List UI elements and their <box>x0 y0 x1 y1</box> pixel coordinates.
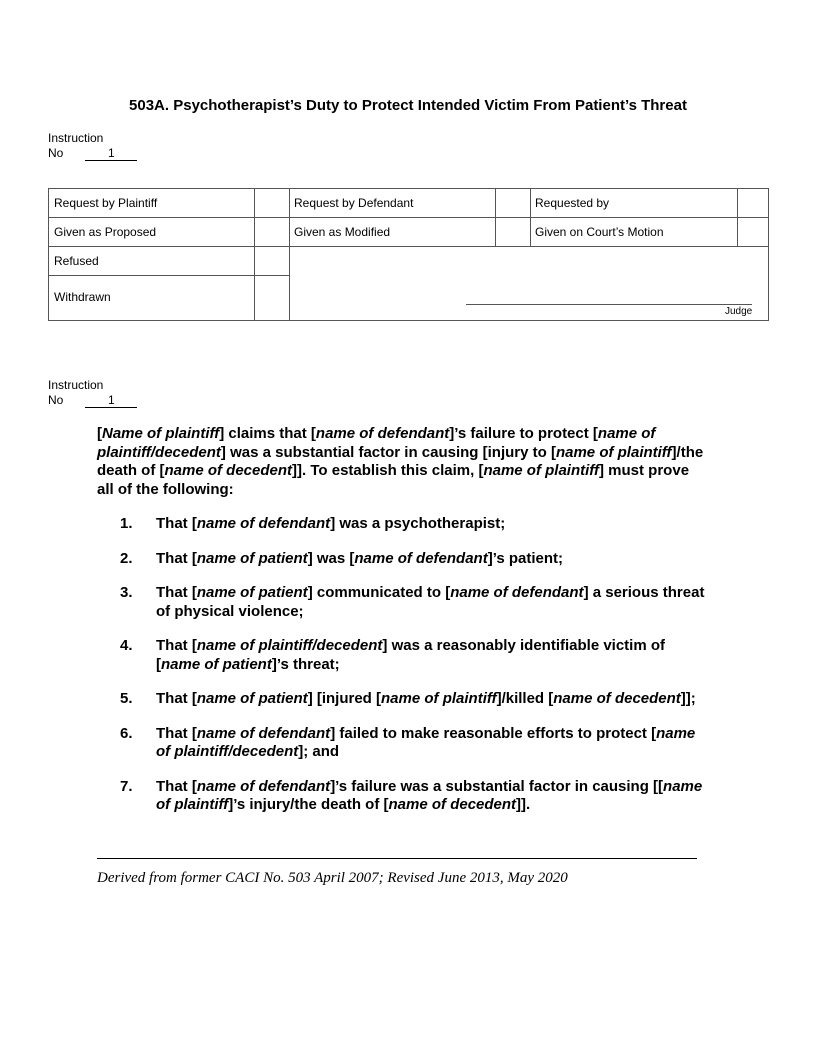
placeholder-text: name of plaintiff <box>381 690 497 707</box>
withdrawn-label: Withdrawn <box>54 290 111 304</box>
given-on-courts-motion-label: Given on Court’s Motion <box>535 225 664 239</box>
text-segment: ] was a psychotherapist; <box>330 515 506 532</box>
text-segment: That [ <box>156 515 197 532</box>
text-segment: That [ <box>156 777 197 795</box>
element-number: 3. <box>120 584 133 601</box>
text-segment: ]; and <box>298 743 340 760</box>
element-number: 2. <box>120 549 133 567</box>
text-segment: That [ <box>156 690 197 707</box>
element-item <box>97 515 707 534</box>
request-table <box>48 188 769 321</box>
placeholder-text: Name of plaintiff <box>102 425 220 442</box>
element-number: 6. <box>120 724 133 742</box>
given-as-proposed-label: Given as Proposed <box>54 225 157 239</box>
instruction-label: Instruction <box>48 131 104 145</box>
given-as-modified-label: Given as Modified <box>294 225 391 239</box>
element-text <box>156 515 707 534</box>
instruction-body <box>97 425 707 831</box>
element-text <box>156 778 707 815</box>
text-segment: ] was a substantial factor in causing [injury to [ <box>220 443 556 461</box>
text-segment: ] a serious threat of physical violence; <box>156 584 705 620</box>
judge-signature-line[interactable] <box>466 304 752 305</box>
element-number: 7. <box>120 777 133 795</box>
checkbox-request-by-defendant[interactable] <box>496 189 530 217</box>
element-item <box>97 778 707 815</box>
text-segment: ] was [ <box>307 549 355 567</box>
instruction-number-field[interactable]: 1 <box>85 393 137 408</box>
placeholder-text: name of decedent <box>553 690 681 707</box>
source-note: Derived from former CACI No. 503 April 2007; Revised June 2013, May 2020 <box>97 870 568 886</box>
placeholder-text: name of plaintiff/decedent <box>97 425 656 461</box>
placeholder-text: name of decedent <box>164 462 293 479</box>
request-by-plaintiff-label: Request by Plaintiff <box>54 196 158 210</box>
element-item <box>97 637 707 674</box>
text-segment: ]’s failure to protect [ <box>449 425 598 442</box>
page-title: 503A. Psychotherapist’s Duty to Protect Intended Victim From Patient’s Threat <box>129 97 687 114</box>
placeholder-text: name of defendant <box>196 724 331 742</box>
text-segment: ] communicated to [ <box>307 584 451 601</box>
text-segment: ]/killed [ <box>496 690 554 707</box>
text-segment: ]]. To establish this claim, [ <box>292 462 484 479</box>
element-text <box>156 637 707 674</box>
text-segment: ]/the death of [ <box>97 443 704 479</box>
instruction-label: Instruction <box>48 378 104 392</box>
text-segment: ]’s injury/the death of [ <box>228 796 389 813</box>
instruction-number-field[interactable]: 1 <box>85 146 137 161</box>
element-item <box>97 584 707 621</box>
text-segment: That [ <box>156 549 197 567</box>
text-segment: [ <box>97 425 102 442</box>
text-segment: ]’s patient; <box>487 549 564 567</box>
text-segment: ]]. <box>516 796 531 813</box>
text-segment: That [ <box>156 584 197 601</box>
checkbox-withdrawn[interactable] <box>255 276 289 320</box>
placeholder-text: name of defendant <box>196 777 331 795</box>
element-text <box>156 584 707 621</box>
placeholder-text: name of patient <box>196 584 308 601</box>
element-text <box>156 725 707 762</box>
text-segment: ] was a reasonably identifiable victim of [ <box>156 637 666 673</box>
text-segment: ]’s threat; <box>271 655 340 673</box>
placeholder-text: name of plaintiff/decedent <box>156 724 696 760</box>
placeholder-text: name of patient <box>196 549 308 567</box>
checkbox-refused[interactable] <box>255 247 289 275</box>
request-by-defendant-label: Request by Defendant <box>294 196 414 210</box>
text-segment: ] failed to make reasonable efforts to protect [ <box>330 724 657 742</box>
placeholder-text: name of defendant <box>354 549 488 567</box>
element-text <box>156 550 707 569</box>
no-label: No <box>48 146 64 160</box>
text-segment: ] must prove all of the following: <box>97 462 690 498</box>
placeholder-text: name of plaintiff/decedent <box>196 637 383 654</box>
text-segment: ] claims that [ <box>219 425 316 442</box>
checkbox-request-by-plaintiff[interactable] <box>255 189 289 217</box>
element-text <box>156 690 707 709</box>
placeholder-text: name of plaintiff <box>483 462 600 479</box>
placeholder-text: name of defendant <box>196 515 331 532</box>
text-segment: That [ <box>156 637 197 654</box>
no-label: No <box>48 393 64 407</box>
checkbox-requested-by[interactable] <box>738 189 768 217</box>
text-segment: ]’s failure was a substantial factor in causing [[ <box>330 777 664 795</box>
instruction-number-top <box>48 131 137 161</box>
placeholder-text: name of defendant <box>315 425 450 442</box>
footer-divider <box>97 858 697 859</box>
element-number: 1. <box>120 515 133 532</box>
element-number: 4. <box>120 637 133 654</box>
checkbox-given-as-proposed[interactable] <box>255 218 289 246</box>
elements-list <box>97 515 707 815</box>
text-segment: ]]; <box>680 690 696 707</box>
placeholder-text: name of plaintiff <box>156 777 703 813</box>
checkbox-given-on-courts-motion[interactable] <box>738 218 768 246</box>
placeholder-text: name of patient <box>196 690 308 707</box>
checkbox-given-as-modified[interactable] <box>496 218 530 246</box>
text-segment: ] [injured [ <box>307 690 382 707</box>
intro-paragraph <box>97 425 707 499</box>
placeholder-text: name of patient <box>161 655 272 673</box>
instruction-number-bottom <box>48 378 137 408</box>
refused-label: Refused <box>54 254 99 268</box>
element-number: 5. <box>120 690 133 707</box>
element-item <box>97 725 707 762</box>
text-segment: That [ <box>156 724 197 742</box>
requested-by-label: Requested by <box>535 196 610 210</box>
judge-label: Judge <box>725 306 753 317</box>
placeholder-text: name of plaintiff <box>555 443 672 461</box>
placeholder-text: name of decedent <box>388 796 517 813</box>
placeholder-text: name of defendant <box>450 584 584 601</box>
element-item <box>97 550 707 569</box>
element-item <box>97 690 707 709</box>
